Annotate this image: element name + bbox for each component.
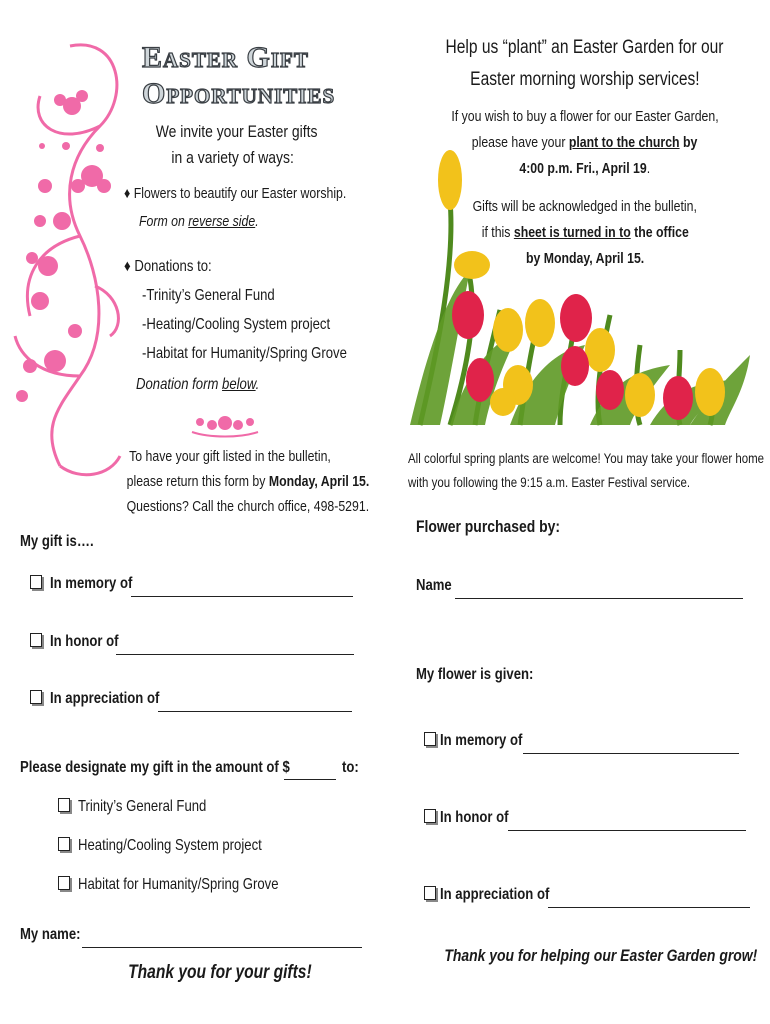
bulletin-info bbox=[100, 444, 370, 519]
form-on-text: Form on bbox=[139, 213, 189, 230]
buy-info: If you wish to buy a flower for our Easter Garden, please have your plant to the church by 4:00 p.m. Fri., April 19. bbox=[400, 104, 770, 182]
flower-in-memory-label: In memory of bbox=[440, 732, 523, 749]
name-row bbox=[416, 577, 460, 595]
flower-in-honor-label: In honor of bbox=[440, 809, 509, 826]
invite-line-1: We invite your Easter gifts bbox=[155, 122, 318, 141]
ack-deadline: by Monday, April 15. bbox=[525, 250, 645, 267]
title-line-1: Easter Gift bbox=[142, 41, 309, 74]
flower-given-heading: My flower is given: bbox=[416, 666, 534, 683]
in-memory-field[interactable] bbox=[131, 580, 353, 597]
bulletin-line-1: To have your gift listed in the bulletin, bbox=[129, 448, 331, 465]
period-text: . bbox=[255, 213, 259, 230]
period-text: . bbox=[255, 376, 260, 393]
checkbox[interactable] bbox=[30, 575, 42, 589]
in-appreciation-label: In appreciation of bbox=[50, 690, 160, 707]
checkbox[interactable] bbox=[424, 809, 436, 823]
flower-in-appreciation-field[interactable] bbox=[548, 891, 750, 908]
deadline-text: 4:00 p.m. Fri., April 19 bbox=[519, 160, 647, 177]
ack-line-1: Gifts will be acknowledged in the bulletin, bbox=[472, 198, 698, 215]
invite-text bbox=[138, 119, 328, 171]
fund-option: Habitat for Humanity/Spring Grove bbox=[78, 876, 279, 893]
help-heading bbox=[400, 32, 770, 96]
questions-text: Questions? Call the church office, 498-5291. bbox=[126, 498, 370, 515]
reverse-side-text: reverse side bbox=[188, 213, 256, 230]
checkbox[interactable] bbox=[424, 886, 436, 900]
plant-to-church: plant to the church bbox=[569, 134, 681, 151]
help-line-1: Help us “plant” an Easter Garden for our bbox=[445, 37, 724, 58]
designate-to: to: bbox=[342, 759, 359, 776]
checkbox[interactable] bbox=[30, 633, 42, 647]
checkbox[interactable] bbox=[30, 690, 42, 704]
flower-purchased-heading: Flower purchased by: bbox=[416, 517, 561, 536]
in-honor-field[interactable] bbox=[116, 638, 354, 655]
in-appreciation-field[interactable] bbox=[158, 695, 352, 712]
colorful-line-1: All colorful spring plants are welcome! You may take your flower home bbox=[408, 450, 765, 466]
tulips-illustration bbox=[410, 140, 750, 430]
diamond-bullet-icon: ♦ bbox=[124, 185, 134, 202]
right-thanks: Thank you for helping our Easter Garden grow! bbox=[444, 946, 758, 965]
flowers-bullet bbox=[124, 180, 395, 236]
bulletin-line-2a: please return this form by bbox=[126, 473, 269, 490]
colorful-info bbox=[408, 446, 770, 494]
name-field[interactable] bbox=[455, 582, 743, 599]
donation-item: -Habitat for Humanity/Spring Grove bbox=[142, 345, 347, 362]
floral-divider-icon bbox=[190, 410, 260, 440]
donation-form-text: Donation form bbox=[136, 376, 223, 393]
diamond-bullet-icon: ♦ bbox=[124, 258, 135, 275]
fund-options bbox=[58, 787, 323, 904]
donations-text: Donations to: bbox=[134, 258, 212, 275]
my-name-field[interactable] bbox=[82, 931, 362, 948]
page-title bbox=[142, 40, 335, 112]
bulletin-deadline: Monday, April 15. bbox=[268, 473, 370, 490]
donations-bullet bbox=[124, 252, 392, 399]
checkbox[interactable] bbox=[424, 732, 436, 746]
amount-field[interactable] bbox=[284, 763, 336, 780]
my-name-label: My name: bbox=[20, 926, 81, 943]
help-line-2: Easter morning worship services! bbox=[470, 69, 700, 90]
designate-label: Please designate my gift in the amount of $ bbox=[20, 759, 290, 776]
colorful-line-2: with you following the 9:15 a.m. Easter Festival service. bbox=[408, 474, 691, 490]
checkbox[interactable] bbox=[58, 876, 70, 890]
checkbox[interactable] bbox=[58, 798, 70, 812]
title-line-2: Opportunities bbox=[142, 77, 336, 110]
donation-item: -Heating/Cooling System project bbox=[142, 316, 331, 333]
fund-option: Heating/Cooling System project bbox=[78, 837, 262, 854]
flowers-text: Flowers to beautify our Easter worship. bbox=[133, 185, 347, 202]
in-honor-label: In honor of bbox=[50, 633, 119, 650]
flower-in-honor-field[interactable] bbox=[508, 814, 746, 831]
fund-option: Trinity’s General Fund bbox=[78, 798, 207, 815]
flower-in-appreciation-label: In appreciation of bbox=[440, 886, 550, 903]
in-memory-label: In memory of bbox=[50, 575, 133, 592]
my-gift-heading: My gift is…. bbox=[20, 533, 94, 550]
invite-line-2: in a variety of ways: bbox=[171, 148, 295, 167]
ack-info: Gifts will be acknowledged in the bulletin, if this sheet is turned in to the office by Monday, April 15. bbox=[400, 194, 770, 272]
below-text: below bbox=[222, 376, 256, 393]
checkbox[interactable] bbox=[58, 837, 70, 851]
sheet-turned-in: sheet is turned in to bbox=[513, 224, 631, 241]
left-thanks: Thank you for your gifts! bbox=[128, 962, 312, 983]
donation-item: -Trinity’s General Fund bbox=[142, 287, 275, 304]
buy-line-1: If you wish to buy a flower for our Easter Garden, bbox=[451, 108, 719, 125]
name-label: Name bbox=[416, 577, 452, 594]
floral-swirl-decoration bbox=[0, 36, 140, 496]
flower-in-memory-field[interactable] bbox=[523, 737, 739, 754]
